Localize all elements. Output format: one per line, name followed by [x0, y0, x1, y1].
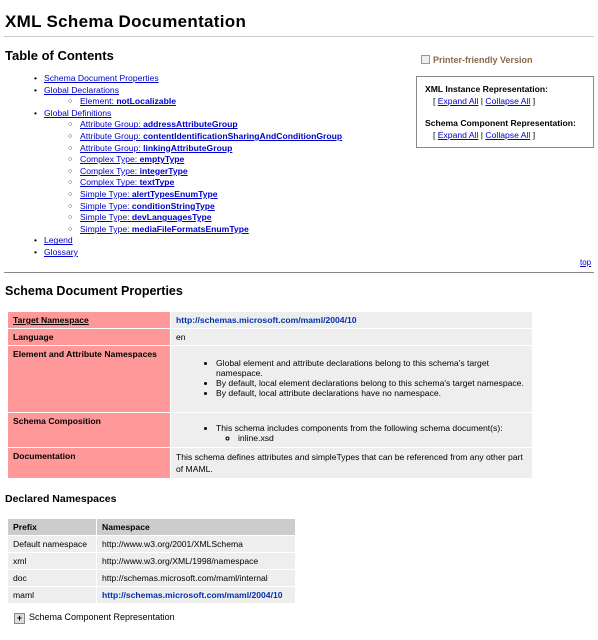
property-label: Language: [8, 329, 170, 345]
xml-expand-all-link[interactable]: Expand All: [437, 96, 479, 106]
toc-link-definition[interactable]: Attribute Group: addressAttributeGroup: [80, 119, 238, 130]
toc-item: [66, 119, 342, 131]
schema-component-toggle[interactable]: [14, 612, 175, 624]
namespace-rules-list: [176, 358, 527, 398]
section-heading: Schema Document Properties: [5, 284, 183, 298]
property-value: [171, 413, 532, 447]
property-value: This schema defines attributes and simpleTypes that can be referenced from any other part of MAML.: [171, 448, 532, 478]
xml-collapse-all-link[interactable]: Collapse All: [485, 96, 531, 106]
table-row: [8, 553, 295, 569]
representation-control-box: [416, 76, 594, 148]
expand-plus-icon[interactable]: +: [14, 613, 25, 624]
namespace-uri: http://www.w3.org/2001/XMLSchema: [97, 536, 295, 552]
namespace-uri: http://www.w3.org/XML/1998/namespace: [97, 553, 295, 569]
composition-list: [176, 423, 527, 443]
top-link[interactable]: top: [580, 258, 592, 267]
table-row: [8, 346, 532, 412]
printer-friendly-toggle[interactable]: [421, 55, 533, 65]
toc-link-definition[interactable]: Simple Type: mediaFileFormatsEnumType: [80, 223, 249, 234]
schema-properties-table: [7, 311, 533, 479]
schema-component-label: Schema Component Representation:: [425, 118, 576, 128]
list-item: • By default, local attribute declarations have no namespace.: [216, 388, 527, 398]
toc-item: [66, 96, 342, 108]
toc-link-element[interactable]: Element: notLocalizable: [80, 96, 176, 107]
toc-item: [66, 166, 342, 178]
namespace-prefix: doc: [8, 570, 96, 586]
toc-link-definition[interactable]: Complex Type: integerType: [80, 165, 188, 176]
list-item: • This schema includes components from the following schema document(s): ◦ inline.xsd: [216, 423, 527, 443]
toc-item: [66, 154, 342, 166]
toc-link-definition[interactable]: Simple Type: alertTypesEnumType: [80, 188, 218, 199]
table-row: [8, 448, 532, 478]
property-label: Element and Attribute Namespaces: [8, 346, 170, 412]
title-divider: [4, 36, 594, 37]
toc-link-global-definitions[interactable]: Global Definitions: [44, 107, 112, 118]
declared-namespaces-heading: Declared Namespaces: [5, 493, 117, 505]
toc-link-definition[interactable]: Complex Type: emptyType: [80, 154, 185, 165]
toc-item: [66, 201, 342, 213]
list-item: • Global element and attribute declarations belong to this schema's target namespace.: [216, 358, 527, 378]
property-value: http://schemas.microsoft.com/maml/2004/10: [171, 312, 532, 328]
toc-item: [30, 235, 342, 247]
namespace-prefix: xml: [8, 553, 96, 569]
xml-instance-controls: [ Expand All | Collapse All ]: [433, 96, 536, 106]
schema-component-controls: [ Expand All | Collapse All ]: [433, 130, 536, 140]
list-item: • By default, local element declarations belong to this schema's target namespace.: [216, 378, 527, 388]
table-of-contents: [30, 73, 342, 259]
property-value: [171, 346, 532, 412]
toc-heading: Table of Contents: [5, 48, 114, 63]
table-row: [8, 312, 532, 328]
toc-link-legend[interactable]: Legend: [44, 235, 73, 246]
column-header-namespace: Namespace: [97, 519, 295, 535]
namespace-prefix: maml: [8, 587, 96, 603]
schema-component-toggle-label: Schema Component Representation: [29, 612, 175, 622]
table-row: [8, 329, 532, 345]
toc-item: [66, 224, 342, 236]
toc-link-glossary[interactable]: Glossary: [44, 246, 78, 257]
page-title: XML Schema Documentation: [5, 12, 247, 31]
property-label: Documentation: [8, 448, 170, 478]
toc-item: [66, 177, 342, 189]
toc-link-global-declarations[interactable]: Global Declarations: [44, 84, 119, 95]
table-row: [8, 587, 295, 603]
printer-friendly-label: Printer-friendly Version: [433, 55, 533, 65]
component-expand-all-link[interactable]: Expand All: [437, 130, 479, 140]
property-value: en: [171, 329, 532, 345]
namespace-uri: http://schemas.microsoft.com/maml/2004/10: [97, 587, 295, 603]
declared-namespaces-table: [7, 518, 296, 604]
table-header-row: [8, 519, 295, 535]
table-row: [8, 413, 532, 447]
toc-link-definition[interactable]: Complex Type: textType: [80, 177, 175, 188]
toc-link-schema-document-properties[interactable]: Schema Document Properties: [44, 73, 159, 83]
toc-link-definition[interactable]: Attribute Group: linkingAttributeGroup: [80, 142, 233, 153]
toc-item: [30, 108, 342, 236]
xml-instance-label: XML Instance Representation:: [425, 84, 549, 94]
toc-item: [30, 73, 342, 85]
toc-item: [66, 131, 342, 143]
section-divider: [4, 272, 594, 273]
toc-item: [66, 189, 342, 201]
toc-item: [66, 143, 342, 155]
table-row: [8, 570, 295, 586]
toc-link-definition[interactable]: Simple Type: devLanguagesType: [80, 212, 212, 223]
namespace-uri: http://schemas.microsoft.com/maml/internal: [97, 570, 295, 586]
toc-item: [30, 85, 342, 108]
printer-checkbox-icon[interactable]: [421, 55, 430, 64]
namespace-prefix: Default namespace: [8, 536, 96, 552]
property-label: Target Namespace: [8, 312, 170, 328]
list-item: ◦ inline.xsd: [238, 433, 527, 443]
component-collapse-all-link[interactable]: Collapse All: [485, 130, 531, 140]
toc-item: [66, 212, 342, 224]
column-header-prefix: Prefix: [8, 519, 96, 535]
property-label: Schema Composition: [8, 413, 170, 447]
toc-item: [30, 247, 342, 259]
toc-link-definition[interactable]: Simple Type: conditionStringType: [80, 200, 215, 211]
table-row: [8, 536, 295, 552]
toc-link-definition[interactable]: Attribute Group: contentIdentificationSharingAndConditionGroup: [80, 130, 343, 141]
